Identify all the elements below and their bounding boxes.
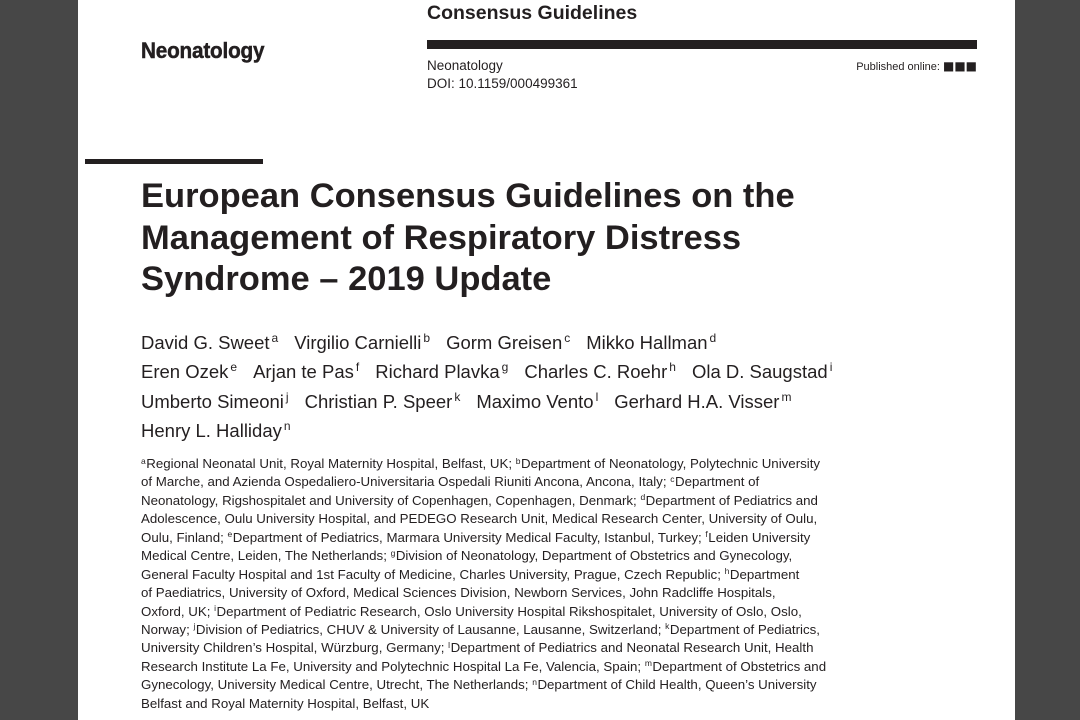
affiliation-marker: n [283, 418, 291, 433]
affiliation-text: Gynecology, University Medical Centre, Utrecht, The Netherlands; [141, 677, 533, 693]
affiliation-marker: f [705, 529, 708, 540]
section-label: Consensus Guidelines [427, 2, 638, 24]
author [524, 361, 676, 382]
affiliation-text: Research Institute La Fe, University and Polytechnic Hospital La Fe, Valencia, Spain; [141, 658, 645, 674]
affiliation-text: Department of Pediatrics and [645, 492, 818, 508]
author [141, 361, 237, 382]
author [141, 391, 289, 412]
affiliation-marker: i [829, 360, 833, 375]
affiliation-marker: h [669, 360, 676, 375]
affiliation-marker: j [285, 389, 289, 404]
affiliation-text: Belfast and Royal Maternity Hospital, Belfast, UK [141, 695, 430, 711]
author-name: Eren Ozek [141, 361, 229, 383]
author [375, 361, 508, 382]
author [141, 420, 291, 441]
published-online [856, 58, 977, 75]
author-line [141, 357, 832, 386]
affiliation-marker: h [724, 566, 730, 577]
affiliation-line [141, 695, 826, 713]
author-name: Arjan te Pas [253, 361, 354, 383]
author-name: Maximo Vento [476, 390, 594, 412]
affiliation-marker: f [355, 360, 360, 375]
author-name: Charles C. Roehr [524, 361, 668, 383]
affiliation-marker: j [193, 621, 196, 632]
affiliation-marker: a [141, 455, 146, 466]
title-line: Syndrome – 2019 Update [141, 260, 552, 298]
title-line: Management of Respiratory Distress [141, 218, 742, 257]
affiliation-marker: e [227, 529, 233, 540]
affiliation-marker: g [501, 360, 509, 375]
author-list [141, 328, 832, 445]
author [446, 332, 570, 353]
affiliation-line [141, 492, 826, 510]
affiliation-text: Regional Neonatal Unit, Royal Maternity Hospital, Belfast, UK; [146, 456, 516, 471]
affiliation-text: Leiden University [708, 529, 811, 545]
affiliation-marker: k [665, 621, 670, 632]
affiliation-text: Department of Child Health, Queen’s University [537, 677, 817, 693]
affiliation-text: General Faculty Hospital and 1st Faculty of Medicine, Charles University, Prague, Czech Republic; [141, 566, 725, 582]
author [614, 391, 791, 412]
affiliation-line [141, 639, 826, 657]
title-line: European Consensus Guidelines on the [141, 177, 795, 215]
affiliation-text: Department of Pediatrics, Marmara University Medical Faculty, Istanbul, Turkey; [232, 529, 706, 545]
author-name: Umberto Simeoni [141, 390, 284, 412]
affiliation-line [141, 621, 826, 639]
affiliation-marker: m [644, 658, 652, 669]
author [476, 391, 598, 412]
affiliation-marker: n [532, 676, 537, 687]
author-line [141, 387, 832, 416]
journal-logo: Neonatology [141, 38, 265, 63]
affiliations [141, 455, 826, 713]
affiliation-line [141, 529, 826, 547]
doi-link[interactable]: DOI: 10.1159/000499361 [427, 76, 578, 91]
affiliation-marker: i [214, 603, 217, 613]
affiliation-marker: a [271, 331, 279, 345]
author [253, 361, 359, 382]
published-date-redacted: ■■■ [942, 59, 977, 73]
affiliation-marker: g [390, 547, 396, 558]
affiliation-marker: b [515, 455, 521, 466]
affiliation-marker: d [640, 492, 646, 503]
affiliation-marker: l [448, 639, 451, 650]
document-page [78, 0, 1015, 720]
author [294, 332, 430, 353]
affiliation-marker: c [564, 331, 571, 345]
author-line [141, 328, 832, 357]
affiliation-line [141, 603, 826, 621]
affiliation-marker: l [595, 389, 599, 404]
published-label: Published online: [856, 61, 940, 73]
header-rule [427, 40, 977, 49]
affiliation-marker: c [670, 473, 675, 484]
affiliation-text: Department [729, 566, 800, 582]
author-name: Richard Plavka [375, 361, 500, 383]
affiliation-text: Neonatology, Rigshospitalet and University of Copenhagen, Copenhagen, Denmark; [141, 492, 641, 508]
affiliation-text: Division of Pediatrics, CHUV & University of Lausanne, Lausanne, Switzerland; [195, 621, 666, 637]
author [305, 391, 461, 412]
affiliation-marker: d [709, 331, 717, 345]
author-name: Ola D. Saugstad [691, 361, 828, 383]
affiliation-line [141, 455, 826, 473]
article-title [141, 176, 795, 301]
affiliation-line [141, 510, 826, 528]
author-line [141, 416, 832, 445]
affiliation-text: Norway; [141, 621, 194, 637]
affiliation-text: Department of Neonatology, Polytechnic University [521, 456, 821, 471]
title-rule [85, 159, 263, 164]
affiliation-text: Department of Pediatric Research, Oslo University Hospital Rikshospitalet, University of Oslo, Oslo, [216, 603, 802, 619]
affiliation-text: Department of Pediatrics and Neonatal Research Unit, Health [450, 640, 814, 656]
affiliation-text: Oulu, Finland; [141, 529, 228, 545]
author [692, 361, 832, 382]
affiliation-text: Medical Centre, Leiden, The Netherlands; [141, 548, 391, 564]
author-name: Christian P. Speer [304, 390, 453, 412]
author [586, 332, 716, 353]
affiliation-line [141, 566, 826, 584]
affiliation-text: University Children’s Hospital, Würzburg, Germany; [141, 640, 449, 656]
affiliation-text: Department of Obstetrics and [652, 658, 827, 674]
author-name: Virgilio Carnielli [294, 332, 422, 353]
author-name: David G. Sweet [141, 332, 270, 353]
affiliation-line [141, 547, 826, 565]
affiliation-marker: b [423, 331, 431, 345]
journal-name: Neonatology [427, 58, 503, 73]
affiliation-marker: k [454, 389, 461, 404]
author [141, 332, 278, 353]
affiliation-text: of Paediatrics, University of Oxford, Medical Sciences Division, Newborn Services, John Radcliffe Hospitals, [141, 585, 776, 601]
affiliation-line [141, 658, 826, 676]
affiliation-marker: m [781, 389, 792, 404]
author-name: Gorm Greisen [446, 332, 563, 353]
affiliation-text: Adolescence, Oulu University Hospital, and PEDEGO Research Unit, Medical Research Center, University of Oulu, [141, 511, 818, 527]
affiliation-text: of Marche, and Azienda Ospedaliero-Universitaria Ospedali Riuniti Ancona, Ancona, Italy; [141, 474, 671, 490]
author-name: Mikko Hallman [586, 332, 708, 353]
affiliation-text: Department of [674, 474, 760, 490]
affiliation-line [141, 676, 826, 694]
affiliation-text: Department of Pediatrics, [669, 621, 820, 637]
affiliation-line [141, 473, 826, 491]
affiliation-line [141, 584, 826, 602]
affiliation-marker: e [230, 360, 238, 375]
affiliation-text: Division of Neonatology, Department of Obstetrics and Gynecology, [395, 548, 793, 564]
affiliation-text: Oxford, UK; [141, 603, 215, 619]
author-name: Henry L. Halliday [141, 419, 282, 441]
author-name: Gerhard H.A. Visser [614, 390, 780, 412]
